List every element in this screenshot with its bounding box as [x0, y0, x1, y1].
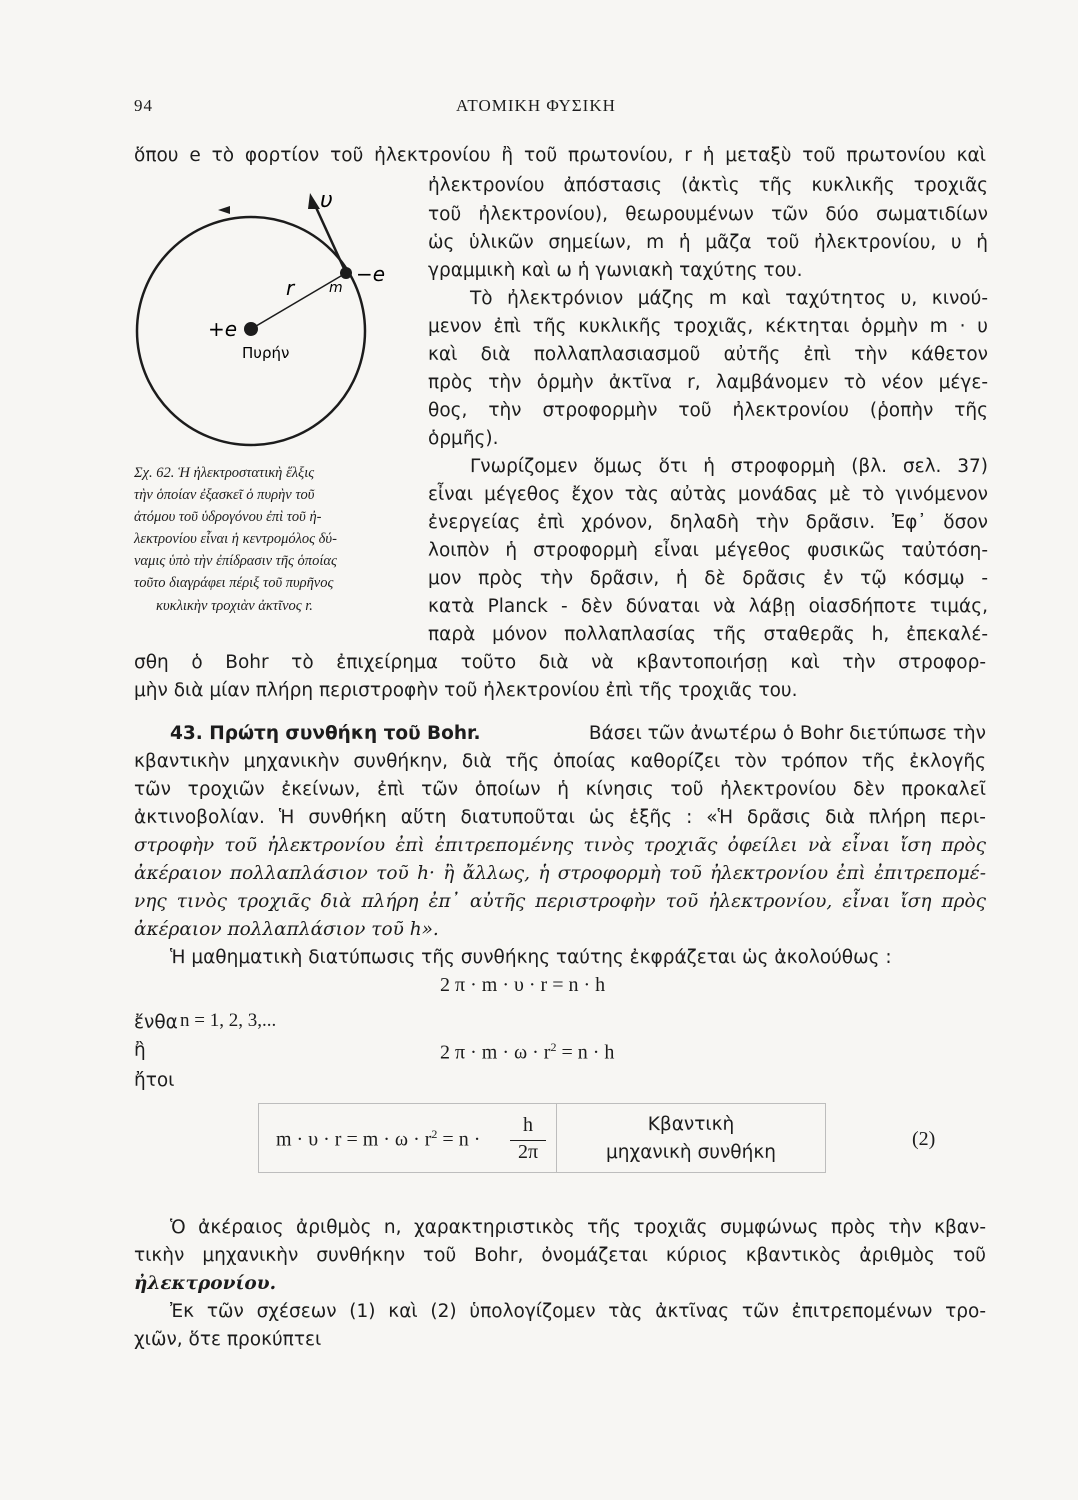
text-line: καὶ διὰ πολλαπλασιασμοῦ αὐτῆς ἐπὶ τὴν κάθετον: [428, 344, 988, 365]
caption-line: ναμις ὑπὸ τὴν ἐπίδρασιν τῆς ὁποίας: [134, 553, 337, 569]
caption-line: τοῦτο διαγράφει πέριξ τοῦ πυρῆνος: [134, 575, 334, 591]
fraction-denominator: 2π: [517, 1141, 539, 1163]
text-line: τοῦ ἠλεκτρονίου), θεωρουμένων τῶν δύο σωματιδίων: [428, 204, 988, 225]
or-label: ἢ: [134, 1040, 146, 1061]
equation-2: [440, 1040, 614, 1065]
text-line: Ὁ ἀκέραιος ἀριθμὸς n, χαρακτηριστικὸς τῆς τροχιᾶς συμφώνως πρὸς τὴν κβαν-: [170, 1217, 986, 1238]
text-line: ἠλεκτρονίου ἀπόστασις (ἀκτὶς τῆς κυκλικῆς τροχιᾶς: [428, 175, 988, 196]
text-line: τῶν τροχιῶν ἐκείνων, ἐπὶ τῶν ὁποίων ἡ κίνησις τοῦ ἠλεκτρονίου δὲν προκαλεῖ: [134, 779, 986, 800]
equation-1: 2 π · m · υ · r = n · h: [440, 974, 606, 996]
text-line: Γνωρίζομεν ὅμως ὅτι ἡ στροφορμὴ (βλ. σελ. 37): [470, 456, 988, 477]
label-minus-e: −e: [356, 262, 386, 286]
text-line: ἐνεργείας ἐπὶ χρόνον, δηλαδὴ τὴν δρᾶσιν. Ἐφ᾽ ὅσον: [428, 512, 988, 533]
label-v: υ: [320, 188, 333, 213]
caption-line: λεκτρονίου εἶναι ἡ κεντρομόλος δύ-: [134, 531, 337, 547]
where-label: ἔνθα: [134, 1012, 178, 1033]
boxed-label-line: Κβαντικὴ: [647, 1114, 735, 1135]
nucleus-dot: [244, 322, 258, 336]
boxed-equation-exponent: 2: [431, 1127, 438, 1141]
section-first-line: [170, 720, 986, 748]
caption-line: ἀτόμου τοῦ ὑδρογόνου ἐπὶ τοῦ ἠ-: [134, 509, 322, 525]
text-line: ὡς ὑλικῶν σημείων, m ἡ μᾶζα τοῦ ἠλεκτρονίου, υ ἡ: [428, 232, 988, 253]
caption-line: τὴν ὁποίαν ἐξασκεῖ ὁ πυρὴν τοῦ: [134, 487, 315, 503]
text-line: ἀκτινοβολίαν. Ἡ συνθήκη αὕτη διατυποῦται ὡς ἑξῆς : «Ἡ δρᾶσις διὰ πλήρη περι-: [134, 807, 986, 828]
thus-label: ἤτοι: [134, 1070, 175, 1091]
text-line: στροφὴν τοῦ ἠλεκτρονίου ἐπὶ ἐπιτρεπομένης τινὸς τροχιᾶς ὀφείλει νὰ εἶναι ἴση πρὸς: [134, 835, 986, 856]
text-line: εἶναι μέγεθος ἔχον τὰς αὐτὰς μονάδας μὲ τὸ γινόμενον: [428, 484, 988, 505]
text-line: σθη ὁ Bohr τὸ ἐπιχείρημα τοῦτο διὰ νὰ κβαντοποιήσῃ καὶ τὴν στροφορ-: [134, 652, 986, 673]
text-line: πρὸς τὴν ὁρμὴν ἀκτῖνα r, λαμβάνομεν τὸ νέον μέγε-: [428, 372, 988, 393]
text-line: Τὸ ἠλεκτρόνιον μάζης m καὶ ταχύτητος υ, κινού-: [470, 288, 988, 309]
fraction-numerator: h: [523, 1114, 533, 1136]
boxed-equation-left: m · υ · r = m · ω · r: [276, 1128, 432, 1151]
boxed-equation: [276, 1127, 480, 1152]
bohr-orbit-figure: [134, 175, 424, 465]
boxed-label-line: μηχανικὴ συνθήκη: [606, 1142, 776, 1163]
electron-dot: [340, 267, 352, 279]
text-line: γραμμικὴ καὶ ω ἡ γωνιακὴ ταχύτης του.: [428, 260, 803, 281]
box-top-border: [258, 1103, 826, 1104]
label-m: m: [329, 280, 343, 296]
text-line: ἀκέραιον πολλαπλάσιον τοῦ h· ἢ ἄλλως, ἡ στροφορμὴ τοῦ ἠλεκτρονίου ἐπὶ ἐπιτρεπομέ-: [134, 863, 986, 884]
text-line: νης τινὸς τροχιᾶς διὰ πλήρη ἐπ᾽ αὐτῆς περιστροφὴν τοῦ ἠλεκτρονίου, εἶναι ἴση πρὸς: [134, 891, 986, 912]
text-line: μενον ἐπὶ τῆς κυκλικῆς τροχιᾶς, κέκτηται ὁρμὴν m · υ: [428, 316, 988, 337]
text-line: μὴν διὰ μίαν πλήρη περιστροφὴν τοῦ ἠλεκτρονίου ἐπὶ τῆς τροχιᾶς του.: [134, 680, 798, 701]
text-line: χιῶν, ὅτε προκύπτει: [134, 1329, 322, 1350]
text-line: θος, τὴν στροφορμὴν τοῦ ἠλεκτρονίου (ῥοπὴν τῆς: [428, 400, 988, 421]
text-line: ἠλεκτρονίου.: [134, 1273, 277, 1294]
text-line: Ἐκ τῶν σχέσεων (1) καὶ (2) ὑπολογίζομεν τὰς ἀκτῖνας τῶν ἐπιτρεπομένων τρο-: [170, 1301, 986, 1322]
equation-2-rest: = n · h: [556, 1041, 615, 1064]
equation-number: (2): [912, 1128, 936, 1150]
boxed-equation-mid: = n ·: [437, 1128, 481, 1151]
page-number: 94: [134, 96, 153, 115]
running-title: ΑΤΟΜΙΚΗ ΦΥΣΙΚΗ: [456, 96, 616, 115]
label-plus-e: +e: [208, 317, 238, 341]
text-line: κατὰ Planck - δὲν δύναται νὰ λάβῃ οἱασδήποτε τιμάς,: [428, 596, 988, 617]
box-left-border: [258, 1103, 259, 1173]
text-line: ἀκέραιον πολλαπλάσιον τοῦ h».: [134, 919, 439, 940]
equation-2-base: 2 π · m · ω · r: [440, 1041, 551, 1064]
text-line: ὁρμῆς).: [428, 428, 499, 449]
caption-line: Σχ. 62. Ἡ ἠλεκτροστατικὴ ἕλξις: [134, 465, 315, 481]
text-line: κβαντικὴν μηχανικὴν συνθήκην, διὰ τῆς ὁποίας καθορίζει τὸν τρόπον τῆς ἐκλογῆς: [134, 751, 986, 772]
text-line: τικὴν μηχανικὴν συνθήκην τοῦ Bohr, ὀνομάζεται κύριος κβαντικὸς ἀριθμὸς τοῦ: [134, 1245, 986, 1266]
label-r: r: [286, 276, 295, 300]
caption-line: κυκλικὴν τροχιὰν ἀκτῖνος r.: [156, 598, 313, 614]
section-first-line-rest: Βάσει τῶν ἀνωτέρω ὁ Bohr διετύπωσε τὴν: [588, 723, 986, 744]
text-line: μον πρὸς τὴν δρᾶσιν, ἡ δὲ δρᾶσις ἐν τῷ κόσμῳ -: [428, 568, 988, 589]
box-bottom-border: [258, 1172, 826, 1173]
text-line: Ἡ μαθηματικὴ διατύπωσις τῆς συνθήκης ταύτης ἐκφράζεται ὡς ἀκολούθως :: [170, 947, 892, 968]
intro-line: ὅπου e τὸ φορτίον τοῦ ἠλεκτρονίου ἢ τοῦ πρωτονίου, r ἡ μεταξὺ τοῦ πρωτονίου καὶ: [134, 145, 986, 166]
label-nucleus: Πυρήν: [242, 344, 290, 362]
n-values: n = 1, 2, 3,...: [180, 1010, 277, 1031]
text-line: παρὰ μόνον πολλαπλασίας τῆς σταθερᾶς h, ἐπεκαλέ-: [428, 624, 988, 645]
text-line: λοιπὸν ἡ στροφορμὴ εἶναι μέγεθος φυσικῶς ταὐτόση-: [428, 540, 988, 561]
section-heading: 43. Πρώτη συνθήκη τοῦ Bohr.: [170, 723, 481, 744]
equation-2-exponent: 2: [550, 1040, 557, 1054]
velocity-arrowhead: [308, 193, 320, 209]
orbit-direction-arrow: [218, 206, 230, 214]
